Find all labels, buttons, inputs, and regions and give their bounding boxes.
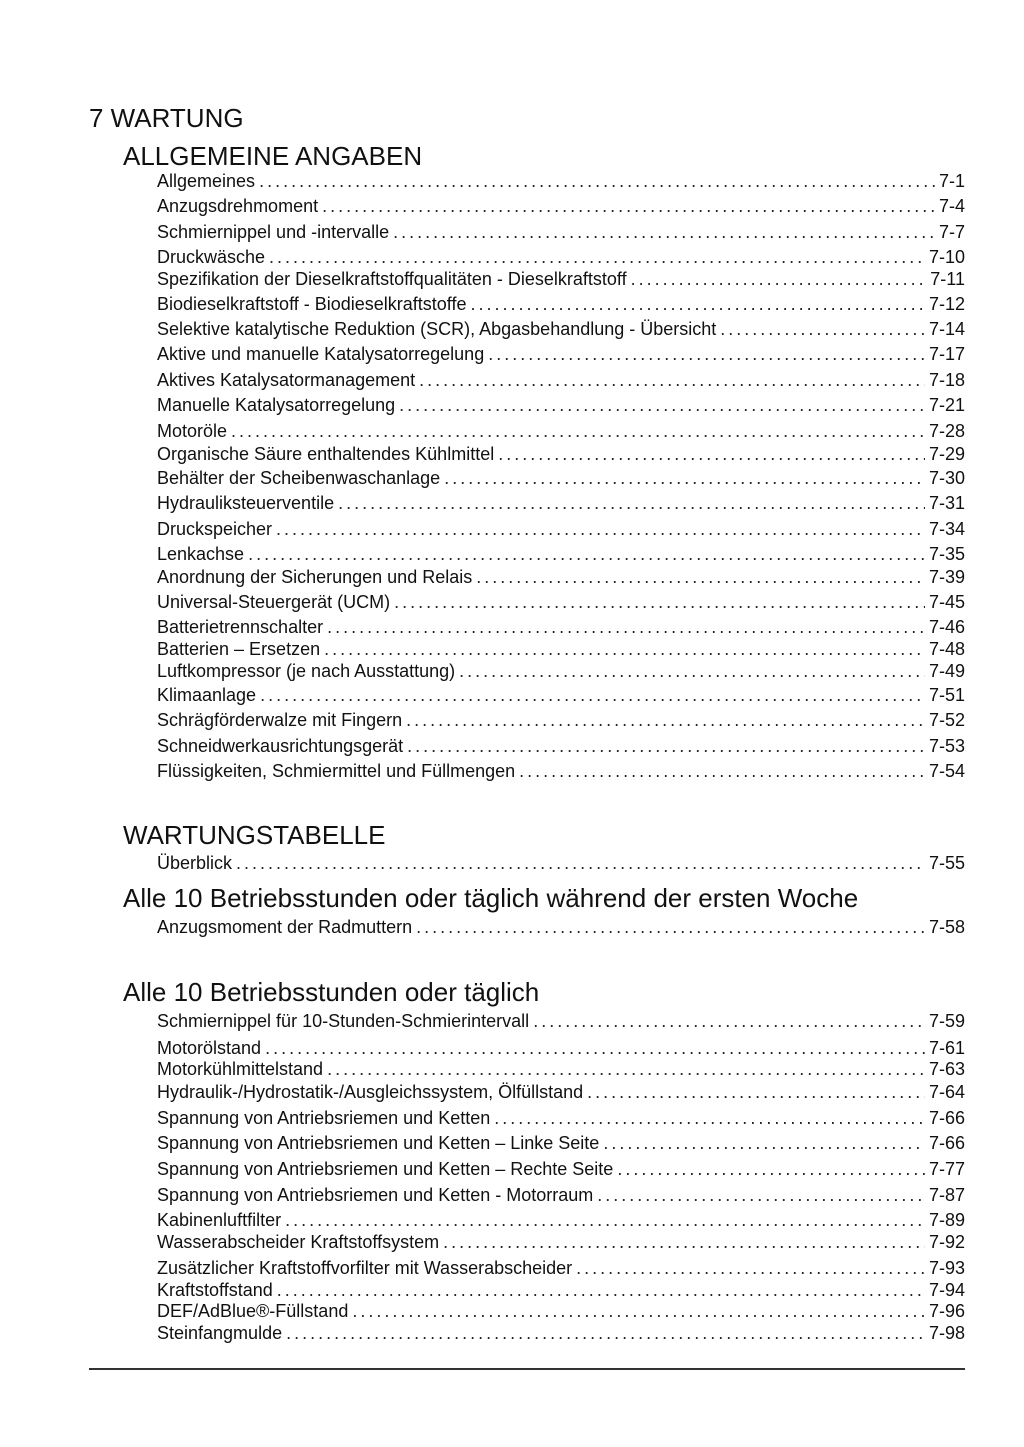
toc-entry[interactable] [157, 1107, 965, 1129]
toc-entry[interactable] [157, 268, 965, 290]
toc-entry[interactable] [157, 735, 965, 757]
toc-entry[interactable] [157, 1081, 965, 1103]
toc-entry-label: Motoröle [157, 421, 228, 441]
toc-entry[interactable] [157, 760, 965, 782]
toc-entry-page-number: 7-89 [928, 1210, 965, 1230]
toc-entry-page-number: 7-51 [928, 685, 965, 705]
dot-leader [327, 616, 925, 638]
toc-entry[interactable] [157, 343, 965, 365]
toc-entry-label: Anordnung der Sicherungen und Relais [157, 567, 473, 587]
dot-leader [471, 293, 925, 315]
dot-leader [720, 318, 925, 340]
toc-entry-page-number: 7-61 [928, 1038, 965, 1058]
dot-leader [285, 1209, 925, 1231]
dot-leader [488, 343, 925, 365]
toc-entry[interactable] [157, 684, 965, 706]
toc-entry-label: Lenkachse [157, 544, 245, 564]
dot-leader [286, 1322, 925, 1344]
toc-entry-label: Aktives Katalysatormanagement [157, 370, 416, 390]
toc-entry-page-number: 7-4 [938, 196, 965, 216]
toc-entry-page-number: 7-63 [928, 1059, 965, 1079]
toc-entry-page-number: 7-87 [928, 1185, 965, 1205]
toc-entry-label: Schrägförderwalze mit Fingern [157, 710, 403, 730]
toc-entry-page-number: 7-18 [928, 370, 965, 390]
toc-entry-page-number: 7-52 [928, 710, 965, 730]
toc-entry[interactable] [157, 1322, 965, 1344]
toc-entry-label: Motorkühlmittelstand [157, 1059, 324, 1079]
dot-leader [416, 916, 925, 938]
dot-leader [260, 684, 925, 706]
toc-entry-page-number: 7-10 [928, 247, 965, 267]
dot-leader [617, 1158, 925, 1180]
toc-entry[interactable] [157, 467, 965, 489]
section-heading: WARTUNGSTABELLE [123, 820, 386, 850]
toc-entry-page-number: 7-66 [928, 1133, 965, 1153]
toc-entry-page-number: 7-39 [928, 567, 965, 587]
dot-leader [443, 1231, 925, 1253]
toc-entry-page-number: 7-46 [928, 617, 965, 637]
dot-leader [519, 760, 925, 782]
toc-entry-label: Manuelle Katalysatorregelung [157, 395, 396, 415]
toc-entry-label: Flüssigkeiten, Schmiermittel und Füllmengen [157, 761, 516, 781]
toc-entry-page-number: 7-92 [928, 1232, 965, 1252]
toc-entry[interactable] [157, 591, 965, 613]
toc-entry[interactable] [157, 492, 965, 514]
toc-entry-label: Hydrauliksteuerventile [157, 493, 335, 513]
dot-leader [444, 467, 925, 489]
dot-leader [603, 1132, 925, 1154]
toc-entry[interactable] [157, 1037, 965, 1059]
toc-entry-page-number: 7-93 [928, 1258, 965, 1278]
toc-entry[interactable] [157, 394, 965, 416]
dot-leader [406, 709, 925, 731]
toc-entry-label: Batterien – Ersetzen [157, 639, 321, 659]
toc-entry-label: DEF/AdBlue®-Füllstand [157, 1301, 349, 1321]
dot-leader [269, 246, 925, 268]
toc-entry[interactable] [157, 638, 965, 660]
dot-leader [394, 591, 925, 613]
dot-leader [407, 735, 925, 757]
toc-entry-page-number: 7-29 [928, 444, 965, 464]
dot-leader [576, 1257, 925, 1279]
toc-entry[interactable] [157, 195, 965, 217]
dot-leader [327, 1058, 925, 1080]
toc-entry[interactable] [157, 852, 965, 874]
toc-entry-page-number: 7-94 [928, 1280, 965, 1300]
toc-entry-label: Motorölstand [157, 1038, 262, 1058]
dot-leader [498, 443, 925, 465]
chapter-title: 7 WARTUNG [89, 103, 244, 133]
toc-entry-page-number: 7-11 [930, 269, 965, 289]
toc-entry[interactable] [157, 443, 965, 465]
dot-leader [597, 1184, 925, 1206]
dot-leader [393, 221, 935, 243]
toc-entry[interactable] [157, 1231, 965, 1253]
toc-entry-label: Luftkompressor (je nach Ausstattung) [157, 661, 456, 681]
toc-entry-page-number: 7-12 [928, 294, 965, 314]
toc-entry-label: Batterietrennschalter [157, 617, 324, 637]
toc-entry[interactable] [157, 1209, 965, 1231]
toc-entry-label: Zusätzlicher Kraftstoffvorfilter mit Wasserabscheider [157, 1258, 573, 1278]
toc-entry-label: Anzugsdrehmoment [157, 196, 319, 216]
toc-entry-label: Aktive und manuelle Katalysatorregelung [157, 344, 485, 364]
toc-entry-page-number: 7-31 [928, 493, 965, 513]
toc-entry[interactable] [157, 369, 965, 391]
toc-entry-page-number: 7-28 [928, 421, 965, 441]
dot-leader [476, 566, 925, 588]
dot-leader [399, 394, 925, 416]
toc-entry[interactable] [157, 543, 965, 565]
section-heading: Alle 10 Betriebsstunden oder täglich [123, 977, 540, 1007]
dot-leader [236, 852, 925, 874]
toc-entry-label: Organische Säure enthaltendes Kühlmittel [157, 444, 495, 464]
dot-leader [533, 1010, 925, 1032]
toc-entry-page-number: 7-98 [928, 1323, 965, 1343]
toc-entry-page-number: 7-77 [928, 1159, 965, 1179]
toc-entry[interactable] [157, 293, 965, 315]
toc-entry-label: Biodieselkraftstoff - Biodieselkraftstoffe [157, 294, 467, 314]
toc-entry-label: Schmiernippel für 10-Stunden-Schmierintervall [157, 1011, 530, 1031]
toc-entry-label: Behälter der Scheibenwaschanlage [157, 468, 441, 488]
toc-entry-label: Kraftstoffstand [157, 1280, 273, 1300]
dot-leader [322, 195, 935, 217]
toc-entry[interactable] [157, 1257, 965, 1279]
dot-leader [231, 420, 925, 442]
toc-entry[interactable] [157, 221, 965, 243]
toc-entry-page-number: 7-66 [928, 1108, 965, 1128]
toc-entry[interactable] [157, 1184, 965, 1206]
section-heading: ALLGEMEINE ANGABEN [123, 141, 423, 171]
section-heading: Alle 10 Betriebsstunden oder täglich während der ersten Woche [123, 883, 859, 913]
toc-entry-page-number: 7-1 [938, 171, 965, 191]
toc-entry-label: Druckspeicher [157, 519, 273, 539]
dot-leader [352, 1300, 925, 1322]
toc-entry[interactable] [157, 1132, 965, 1154]
toc-entry[interactable] [157, 1300, 965, 1322]
dot-leader [248, 543, 925, 565]
toc-entry-page-number: 7-49 [928, 661, 965, 681]
toc-entry-page-number: 7-21 [928, 395, 965, 415]
toc-entry[interactable] [157, 420, 965, 442]
toc-entry[interactable] [157, 1010, 965, 1032]
toc-entry-label: Spezifikation der Dieselkraftstoffqualitäten - Dieselkraftstoff [157, 269, 627, 289]
toc-entry[interactable] [157, 1279, 965, 1301]
toc-entry[interactable] [157, 566, 965, 588]
toc-entry-page-number: 7-55 [928, 853, 965, 873]
toc-entry-label: Wasserabscheider Kraftstoffsystem [157, 1232, 440, 1252]
toc-entry-label: Anzugsmoment der Radmuttern [157, 917, 413, 937]
toc-entry-label: Steinfangmulde [157, 1323, 283, 1343]
dot-leader [419, 369, 925, 391]
dot-leader [494, 1107, 925, 1129]
toc-entry-page-number: 7-64 [928, 1082, 965, 1102]
dot-leader [259, 170, 935, 192]
toc-entry-page-number: 7-35 [928, 544, 965, 564]
toc-entry[interactable] [157, 518, 965, 540]
toc-entry-page-number: 7-58 [928, 917, 965, 937]
toc-entry-label: Druckwäsche [157, 247, 266, 267]
toc-entry-page-number: 7-30 [928, 468, 965, 488]
toc-entry-label: Spannung von Antriebsriemen und Ketten – Rechte Seite [157, 1159, 614, 1179]
toc-entry-label: Allgemeines [157, 171, 256, 191]
toc-entry-page-number: 7-48 [928, 639, 965, 659]
toc-entry-label: Überblick [157, 853, 233, 873]
toc-entry-label: Schmiernippel und -intervalle [157, 222, 390, 242]
toc-entry-label: Kabinenluftfilter [157, 1210, 282, 1230]
toc-entry-label: Klimaanlage [157, 685, 257, 705]
toc-entry-page-number: 7-53 [928, 736, 965, 756]
toc-entry-page-number: 7-54 [928, 761, 965, 781]
toc-entry-label: Spannung von Antriebsriemen und Ketten – Linke Seite [157, 1133, 600, 1153]
toc-entry[interactable] [157, 1158, 965, 1180]
toc-entry[interactable] [157, 616, 965, 638]
dot-leader [459, 660, 925, 682]
dot-leader [265, 1037, 925, 1059]
toc-entry-label: Selektive katalytische Reduktion (SCR), Abgasbehandlung - Übersicht [157, 319, 717, 339]
toc-entry-page-number: 7-17 [928, 344, 965, 364]
toc-entry[interactable] [157, 660, 965, 682]
toc-entry-label: Schneidwerkausrichtungsgerät [157, 736, 404, 756]
footer-rule [89, 1368, 965, 1370]
toc-entry-label: Spannung von Antriebsriemen und Ketten [157, 1108, 491, 1128]
toc-entry-label: Hydraulik-/Hydrostatik-/Ausgleichssystem, Ölfüllstand [157, 1082, 584, 1102]
toc-entry[interactable] [157, 318, 965, 340]
toc-entry-page-number: 7-34 [928, 519, 965, 539]
dot-leader [631, 268, 927, 290]
toc-entry-page-number: 7-14 [928, 319, 965, 339]
toc-entry-page-number: 7-7 [938, 222, 965, 242]
toc-entry-page-number: 7-59 [928, 1011, 965, 1031]
toc-entry-page-number: 7-45 [928, 592, 965, 612]
dot-leader [338, 492, 925, 514]
dot-leader [276, 518, 925, 540]
toc-entry-label: Universal-Steuergerät (UCM) [157, 592, 391, 612]
toc-entry[interactable] [157, 709, 965, 731]
toc-entry[interactable] [157, 916, 965, 938]
dot-leader [587, 1081, 925, 1103]
dot-leader [277, 1279, 925, 1301]
toc-entry-label: Spannung von Antriebsriemen und Ketten - Motorraum [157, 1185, 594, 1205]
toc-entry[interactable] [157, 170, 965, 192]
dot-leader [324, 638, 925, 660]
toc-entry[interactable] [157, 246, 965, 268]
toc-entry-page-number: 7-96 [928, 1301, 965, 1321]
toc-entry[interactable] [157, 1058, 965, 1080]
